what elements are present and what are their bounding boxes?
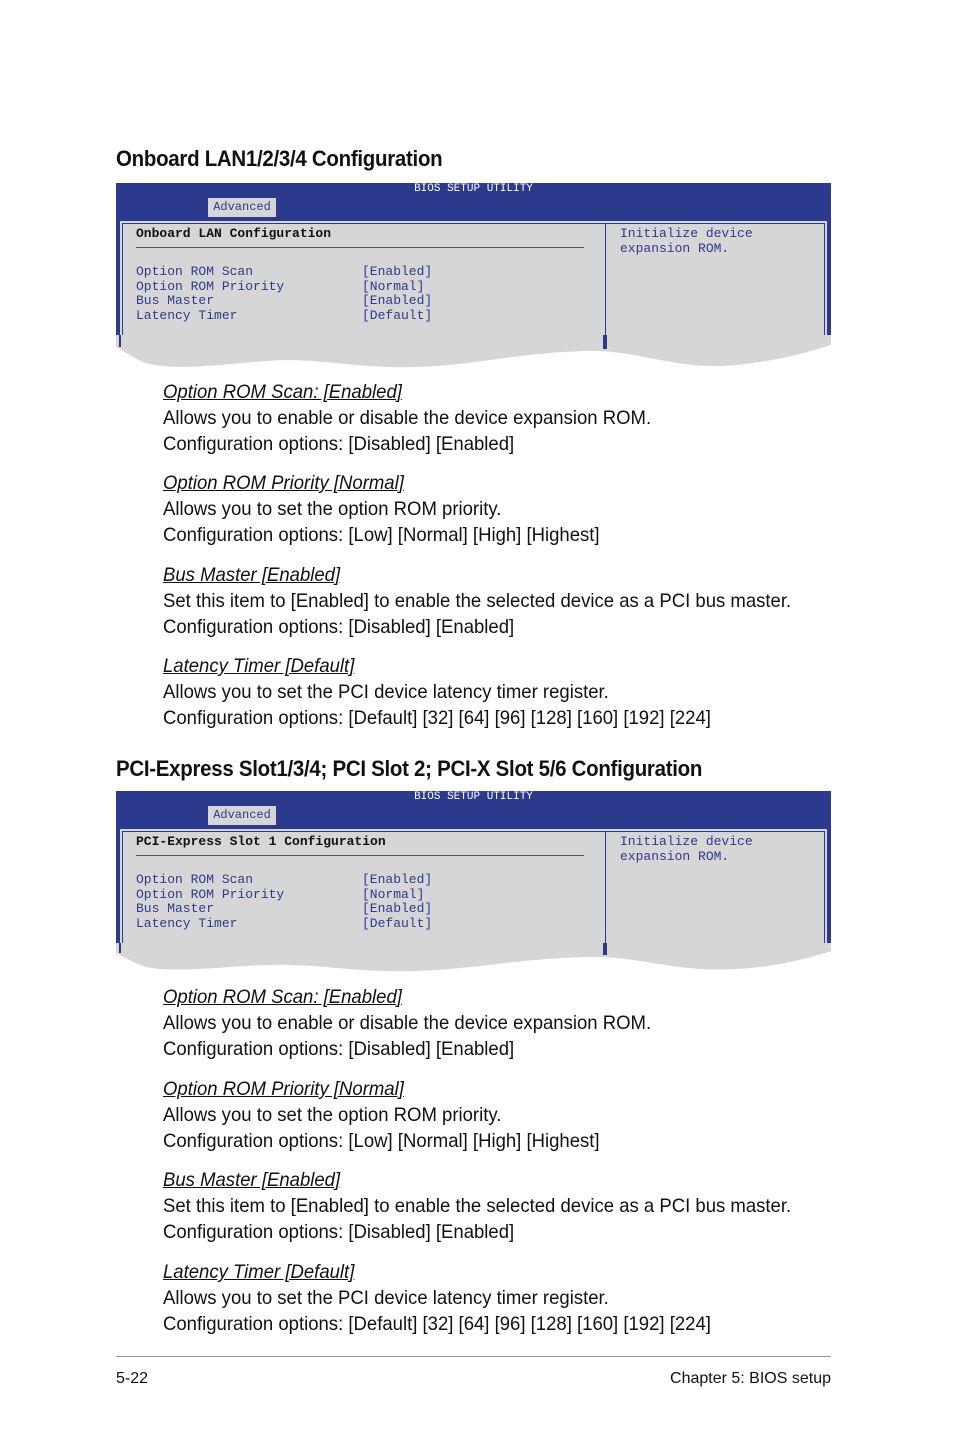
description-title: Option ROM Priority [Normal]	[163, 1078, 404, 1100]
option-name: Option ROM Scan	[136, 872, 254, 887]
footer-rule	[116, 1356, 831, 1357]
help-text: Initialize device expansion ROM.	[620, 834, 753, 864]
bios-body	[116, 217, 831, 343]
bios-body	[116, 825, 831, 951]
option-row-bus-master[interactable]	[136, 294, 432, 309]
description-option-rom-scan	[163, 379, 651, 457]
option-name: Bus Master	[136, 293, 215, 308]
option-name: Option ROM Priority	[136, 886, 285, 902]
bios-screenshot	[116, 183, 831, 371]
option-value: [Enabled]	[362, 872, 433, 887]
description-options: Configuration options: [Default] [32] [64] [96] [128] [160] [192] [224]	[163, 1313, 711, 1335]
option-row-rom-priority[interactable]	[136, 888, 432, 903]
section-title-pci-slots: PCI-Express Slot1/3/4; PCI Slot 2; PCI-X Slot 5/6 Configuration	[116, 756, 703, 781]
description-title: Bus Master [Enabled]	[163, 1169, 341, 1191]
option-row-latency-timer[interactable]	[136, 917, 432, 932]
description-options: Configuration options: [Default] [32] [64] [96] [128] [160] [192] [224]	[163, 707, 711, 729]
description-text: Allows you to set the option ROM priority.	[163, 1104, 502, 1126]
option-value: [Enabled]	[362, 901, 433, 916]
bios-panel	[120, 221, 827, 345]
description-options: Configuration options: [Low] [Normal] [High] [Highest]	[163, 1130, 600, 1152]
option-name: Option ROM Scan	[136, 264, 254, 279]
panel-heading: PCI-Express Slot 1 Configuration	[136, 834, 386, 849]
bios-header	[116, 183, 831, 217]
description-bus-master	[163, 1167, 791, 1245]
section-title-onboard-lan: Onboard LAN1/2/3/4 Configuration	[116, 146, 443, 171]
description-text: Allows you to set the PCI device latency timer register.	[163, 1287, 609, 1309]
option-name: Bus Master	[136, 901, 215, 916]
description-latency-timer	[163, 1259, 711, 1337]
option-list	[136, 873, 432, 931]
description-text: Allows you to set the PCI device latency timer register.	[163, 681, 609, 703]
torn-edge-decoration	[116, 335, 831, 371]
option-name: Option ROM Priority	[136, 278, 285, 294]
option-row-latency-timer[interactable]	[136, 309, 432, 324]
option-row-rom-priority[interactable]	[136, 280, 432, 295]
description-options: Configuration options: [Disabled] [Enabled]	[163, 433, 515, 455]
torn-edge-decoration	[116, 943, 831, 979]
option-name: Latency Timer	[136, 915, 238, 931]
chapter-label: Chapter 5: BIOS setup	[670, 1370, 831, 1387]
bios-screenshot	[116, 791, 831, 979]
description-options: Configuration options: [Low] [Normal] [High] [Highest]	[163, 524, 600, 546]
page-number: 5-22	[116, 1370, 149, 1387]
description-title: Latency Timer [Default]	[163, 1261, 355, 1283]
option-row-bus-master[interactable]	[136, 902, 432, 917]
description-text: Set this item to [Enabled] to enable the selected device as a PCI bus master.	[163, 1195, 792, 1217]
panel-rule	[136, 247, 584, 248]
panel-heading: Onboard LAN Configuration	[136, 226, 332, 241]
pane-divider	[605, 223, 606, 345]
tab-advanced[interactable]: Advanced	[208, 806, 276, 825]
description-title: Latency Timer [Default]	[163, 655, 355, 677]
description-title: Option ROM Scan: [Enabled]	[163, 381, 402, 403]
option-row-rom-scan[interactable]	[136, 265, 432, 280]
description-option-rom-scan	[163, 984, 651, 1062]
description-text: Set this item to [Enabled] to enable the selected device as a PCI bus master.	[163, 590, 792, 612]
description-options: Configuration options: [Disabled] [Enabled]	[163, 616, 515, 638]
bios-app-title: BIOS SETUP UTILITY	[414, 791, 533, 803]
panel-rule	[136, 855, 584, 856]
tab-advanced[interactable]: Advanced	[208, 198, 276, 217]
description-option-rom-priority	[163, 470, 600, 548]
description-text: Allows you to enable or disable the device expansion ROM.	[163, 1012, 652, 1034]
description-text: Allows you to set the option ROM priority.	[163, 498, 502, 520]
description-latency-timer	[163, 653, 711, 731]
description-options: Configuration options: [Disabled] [Enabled]	[163, 1038, 515, 1060]
bios-app-title: BIOS SETUP UTILITY	[414, 183, 533, 195]
option-value: [Normal]	[362, 886, 425, 902]
option-value: [Default]	[362, 307, 433, 323]
description-title: Option ROM Priority [Normal]	[163, 472, 404, 494]
bios-header	[116, 791, 831, 825]
option-value: [Default]	[362, 915, 433, 931]
help-text: Initialize device expansion ROM.	[620, 226, 753, 256]
description-title: Option ROM Scan: [Enabled]	[163, 986, 402, 1008]
bios-panel	[120, 829, 827, 953]
description-option-rom-priority	[163, 1076, 600, 1154]
description-options: Configuration options: [Disabled] [Enabled]	[163, 1221, 515, 1243]
option-name: Latency Timer	[136, 307, 238, 323]
option-value: [Enabled]	[362, 264, 433, 279]
pane-divider	[605, 831, 606, 953]
option-row-rom-scan[interactable]	[136, 873, 432, 888]
option-value: [Enabled]	[362, 293, 433, 308]
description-title: Bus Master [Enabled]	[163, 564, 341, 586]
option-value: [Normal]	[362, 278, 425, 294]
option-list	[136, 265, 432, 323]
description-text: Allows you to enable or disable the device expansion ROM.	[163, 407, 652, 429]
description-bus-master	[163, 562, 791, 640]
